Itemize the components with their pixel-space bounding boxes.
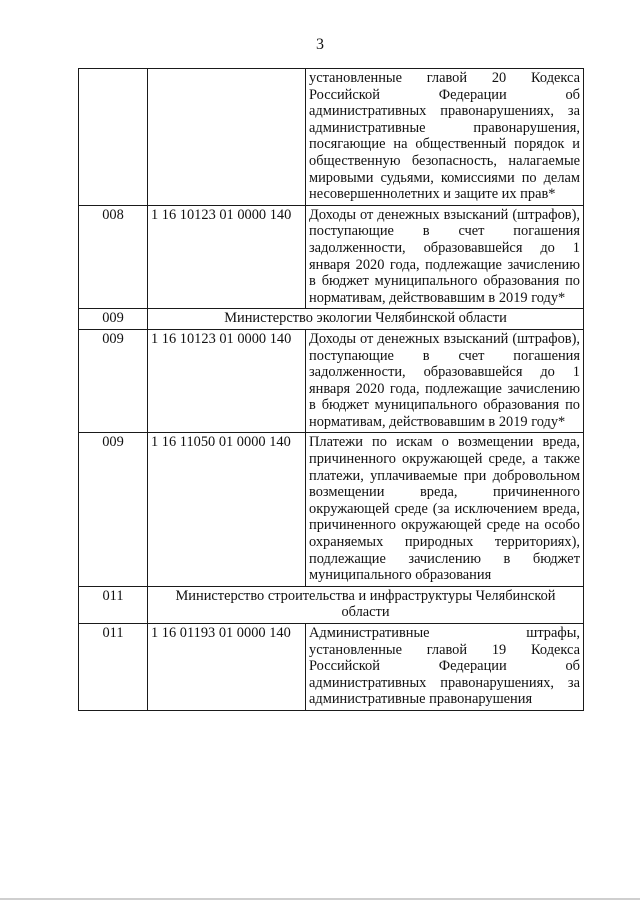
department-row xyxy=(79,309,584,330)
budget-code-cell: 1 16 10123 01 0000 140 xyxy=(148,329,306,433)
budget-code-cell xyxy=(148,69,306,206)
description-cell: Платежи по искам о возмещении вреда, причиненного окружающей среде, а также платежи, уплачиваемые при добровольном возмещении вреда, причиненного окружающей среде (за исключением вреда, причиненного окружающей среде на особо охраняемых природных территориях), подлежащие зачислению в бюджет муниципального образования xyxy=(306,433,584,586)
admin-code-cell: 011 xyxy=(79,624,148,711)
department-name-cell: Министерство экологии Челябинской области xyxy=(148,309,584,330)
revenue-codes-table xyxy=(78,68,584,711)
department-row xyxy=(79,586,584,623)
budget-code-cell: 1 16 01193 01 0000 140 xyxy=(148,624,306,711)
description-cell: Административные штрафы, установленные главой 19 Кодекса Российской Федерации об административных правонарушениях, за административные правонарушения xyxy=(306,624,584,711)
table-row xyxy=(79,69,584,206)
table-row xyxy=(79,433,584,586)
table-row xyxy=(79,624,584,711)
description-cell: Доходы от денежных взысканий (штрафов), поступающие в счет погашения задолженности, образовавшейся до 1 января 2020 года, подлежащие зачислению в бюджет муниципального образования по нормативам, действовавшим в 2019 году* xyxy=(306,205,584,309)
table-row xyxy=(79,329,584,433)
table-row xyxy=(79,205,584,309)
admin-code-cell: 009 xyxy=(79,329,148,433)
page-number: 3 xyxy=(316,36,324,53)
admin-code-cell: 011 xyxy=(79,586,148,623)
admin-code-cell: 009 xyxy=(79,309,148,330)
description-cell: Доходы от денежных взысканий (штрафов), поступающие в счет погашения задолженности, образовавшейся до 1 января 2020 года, подлежащие зачислению в бюджет муниципального образования по нормативам, действовавшим в 2019 году* xyxy=(306,329,584,433)
admin-code-cell xyxy=(79,69,148,206)
department-name-cell: Министерство строительства и инфраструктуры Челябинской области xyxy=(148,586,584,623)
budget-code-cell: 1 16 11050 01 0000 140 xyxy=(148,433,306,586)
admin-code-cell: 009 xyxy=(79,433,148,586)
budget-code-cell: 1 16 10123 01 0000 140 xyxy=(148,205,306,309)
scan-edge-divider xyxy=(0,898,640,900)
description-cell: установленные главой 20 Кодекса Российской Федерации об административных правонарушениях, за административные правонарушения, посягающие на общественный порядок и общественную безопасность, налагаемые мировыми судьями, комиссиями по делам несовершеннолетних и защите их прав* xyxy=(306,69,584,206)
admin-code-cell: 008 xyxy=(79,205,148,309)
